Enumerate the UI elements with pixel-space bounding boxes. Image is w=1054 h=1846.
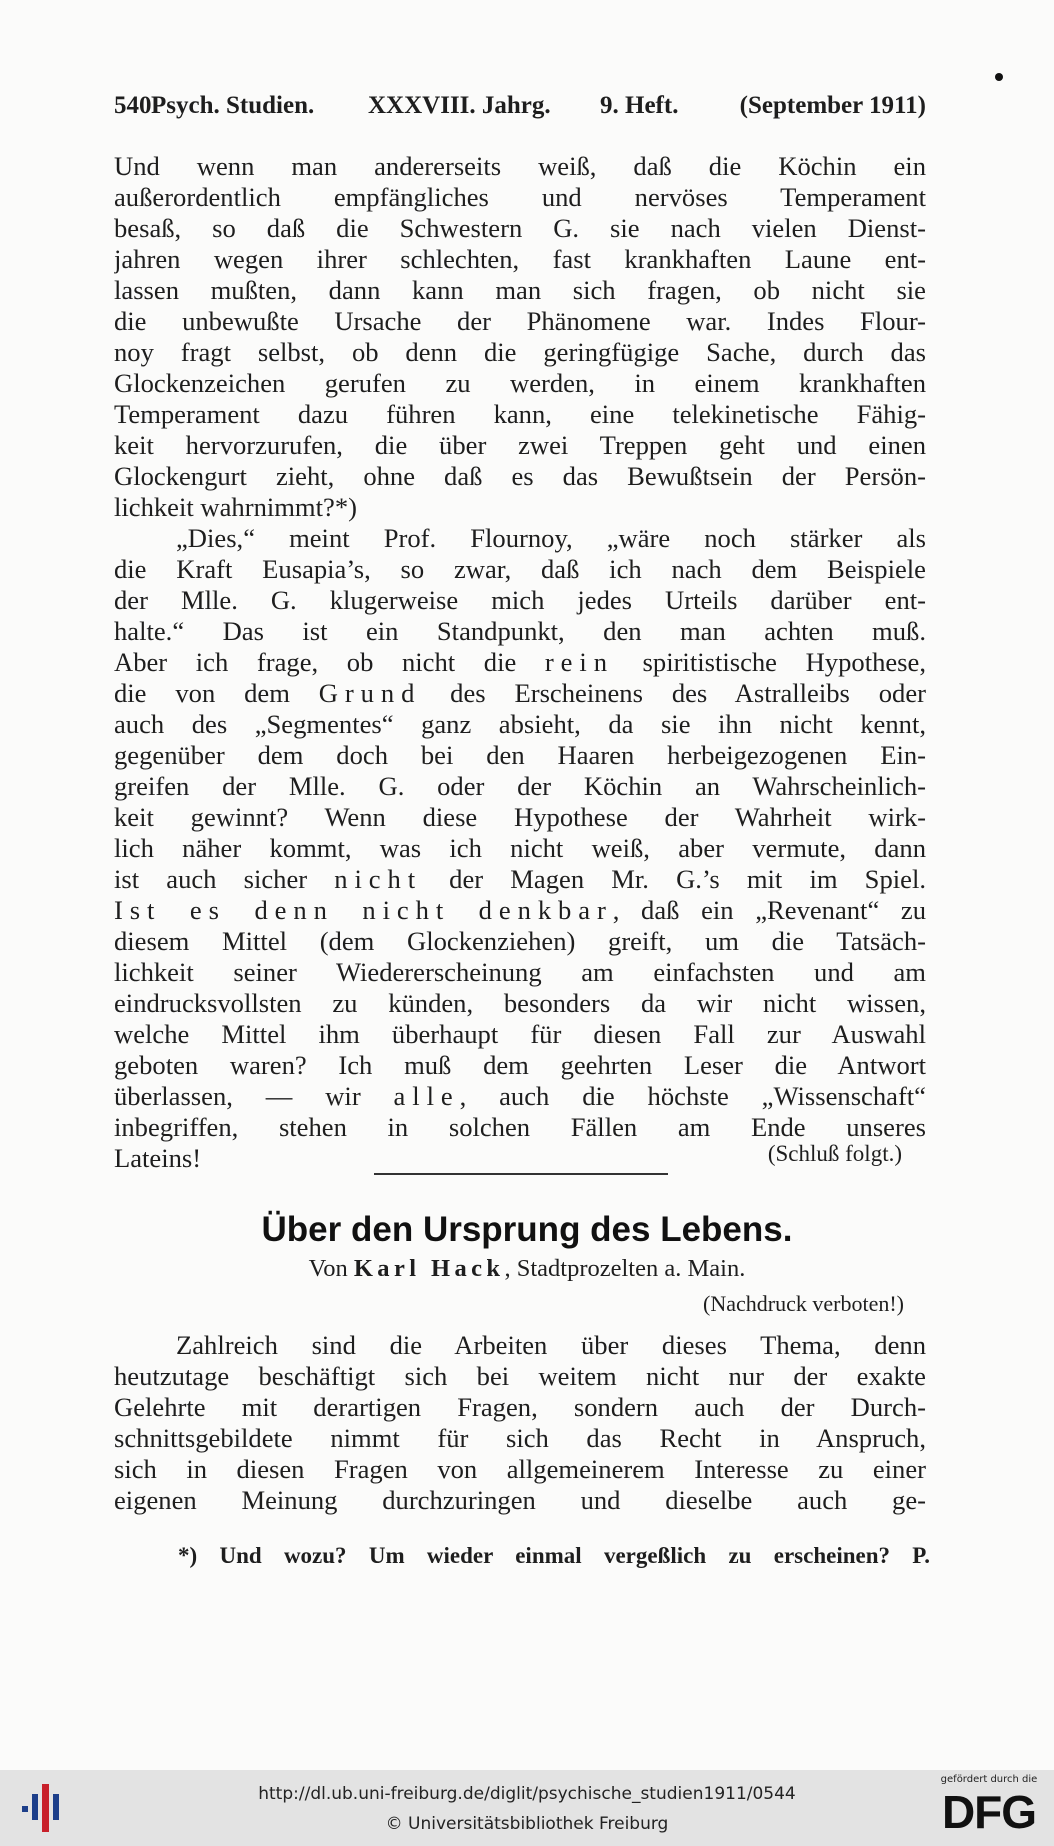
text-line: lichkeit wahrnimmt?*) — [114, 492, 357, 522]
text-run: , daß ein „Revenant“ zu — [612, 895, 926, 925]
text-line: greifen der Mlle. G. oder der Köchin an Wahrscheinlich- — [114, 771, 926, 801]
text-line — [114, 647, 926, 678]
text-line: eindrucksvollsten zu künden, besonders da wir nicht wissen, — [114, 988, 926, 1018]
text-line: geboten waren? Ich muß dem geehrten Leser die Antwort — [114, 1050, 926, 1080]
text-line — [114, 895, 926, 926]
text-run: der Magen Mr. G.’s mit im Spiel. — [422, 864, 926, 894]
emphasis-spaced: alle — [393, 1081, 460, 1111]
issue-date: (September 1911) — [739, 92, 926, 119]
text-line: diesem Mittel (dem Glockenziehen) greift, um die Tatsäch- — [114, 926, 926, 956]
text-run: Aber ich frage, ob nicht die — [114, 647, 545, 677]
journal-name: Psych. Studien. — [151, 92, 315, 119]
emphasis-spaced: Ist es denn nicht denkbar — [114, 895, 613, 925]
issue-label: 9. Heft. — [600, 92, 679, 119]
continued-note: (Schluß folgt.) — [767, 1141, 902, 1166]
emphasis-spaced: Grund — [318, 678, 422, 708]
text-line: lich näher kommt, was ich nicht weiß, aber vermute, dann — [114, 833, 926, 863]
text-line: besaß, so daß die Schwestern G. sie nach vielen Dienst- — [114, 213, 926, 243]
text-line — [114, 1081, 926, 1112]
text-run: überlassen, — wir — [114, 1081, 394, 1111]
article-title: Über den Ursprung des Lebens. — [261, 1210, 793, 1249]
copyright-notice: © Universitätsbibliothek Freiburg — [385, 1814, 669, 1834]
text-run: spiritistische Hypothese, — [613, 647, 926, 677]
funding-caption: gefördert durch die — [940, 1774, 1038, 1785]
paragraph-2 — [114, 523, 926, 1174]
text-line: lassen mußten, dann kann man sich fragen, ob nicht sie — [114, 275, 926, 305]
text-line: welche Mittel ihm überhaupt für diesen Fall zur Auswahl — [114, 1019, 926, 1049]
text-line: Und wenn man andererseits weiß, daß die Köchin ein — [114, 151, 926, 181]
byline-prefix: Von — [308, 1255, 354, 1282]
text-line: „Dies,“ meint Prof. Flournoy, „wäre noch stärker als — [176, 523, 926, 553]
text-line: keit hervorzurufen, die über zwei Treppen geht und einen — [114, 430, 926, 460]
text-line: die unbewußte Ursache der Phänomene war. Indes Flour- — [114, 306, 926, 336]
volume-label: XXXVIII. Jahrg. — [368, 92, 551, 119]
text-line: eigenen Meinung durchzuringen und dieselbe auch ge- — [114, 1485, 926, 1515]
text-line: lichkeit seiner Wiedererscheinung am einfachsten und am — [114, 957, 926, 987]
text-line: inbegriffen, stehen in solchen Fällen am Ende unseres — [114, 1112, 926, 1142]
text-line: Lateins! — [114, 1143, 202, 1173]
running-header — [114, 92, 926, 128]
text-line: Glockenzeichen gerufen zu werden, in einem krankhaften — [114, 368, 926, 398]
section-divider — [374, 1173, 668, 1175]
permalink-url[interactable]: http://dl.ub.uni-freiburg.de/diglit/psychische_studien1911/0544 — [258, 1784, 796, 1804]
text-line: Gelehrte mit derartigen Fragen, sondern auch der Durch- — [114, 1392, 926, 1422]
text-line: Zahlreich sind die Arbeiten über dieses Thema, denn — [176, 1330, 926, 1360]
text-run: des Erscheinens des Astralleibs oder — [421, 678, 926, 708]
author-name: Karl Hack — [353, 1255, 505, 1282]
text-line: die Kraft Eusapia’s, so zwar, daß ich nach dem Beispiele — [114, 554, 926, 584]
reprint-notice: (Nachdruck verboten!) — [703, 1291, 904, 1316]
text-run: , auch die höchste „Wissenschaft“ — [459, 1081, 926, 1111]
article-byline — [0, 1255, 1054, 1283]
text-line: noy fragt selbst, ob denn die geringfügige Sache, durch das — [114, 337, 926, 367]
text-line: außerordentlich empfängliches und nervöses Temperament — [114, 182, 926, 212]
text-line — [114, 678, 926, 709]
text-line: sich in diesen Fragen von allgemeinerem Interesse zu einer — [114, 1454, 926, 1484]
footnote: *) Und wozu? Um wieder einmal vergeßlich zu erscheinen? P. — [178, 1543, 930, 1568]
emphasis-spaced: nicht — [334, 864, 423, 894]
text-line: Temperament dazu führen kann, eine telekinetische Fähig- — [114, 399, 926, 429]
text-run: die von dem — [114, 678, 319, 708]
text-line: heutzutage beschäftigt sich bei weitem nicht nur der exakte — [114, 1361, 926, 1391]
text-line: halte.“ Das ist ein Standpunkt, den man achten muß. — [114, 616, 926, 646]
paragraph-1 — [114, 151, 926, 523]
library-footer-bar — [0, 1770, 1054, 1846]
text-line — [114, 864, 926, 895]
emphasis-spaced: rein — [544, 647, 614, 677]
text-line: auch des „Segmentes“ ganz absieht, da sie ihn nicht kennt, — [114, 709, 926, 739]
text-line: jahren wegen ihrer schlechten, fast krankhaften Laune ent- — [114, 244, 926, 274]
paragraph-3 — [114, 1330, 926, 1516]
page-number: 540 — [114, 92, 152, 119]
text-line: der Mlle. G. klugerweise mich jedes Urteils darüber ent- — [114, 585, 926, 615]
text-line: keit gewinnt? Wenn diese Hypothese der Wahrheit wirk- — [114, 802, 926, 832]
author-place: , Stadtprozelten a. Main. — [504, 1255, 746, 1282]
dfg-wordmark: DFG — [941, 1786, 1037, 1838]
text-run: ist auch sicher — [114, 864, 335, 894]
text-line: gegenüber dem doch bei den Haaren herbeigezogenen Ein- — [114, 740, 926, 770]
text-line: schnittsgebildete nimmt für sich das Recht in Anspruch, — [114, 1423, 926, 1453]
text-line: Glockengurt zieht, ohne daß es das Bewußtsein der Persön- — [114, 461, 926, 491]
dfg-logo — [932, 1774, 1046, 1842]
ink-dot — [995, 73, 1003, 81]
